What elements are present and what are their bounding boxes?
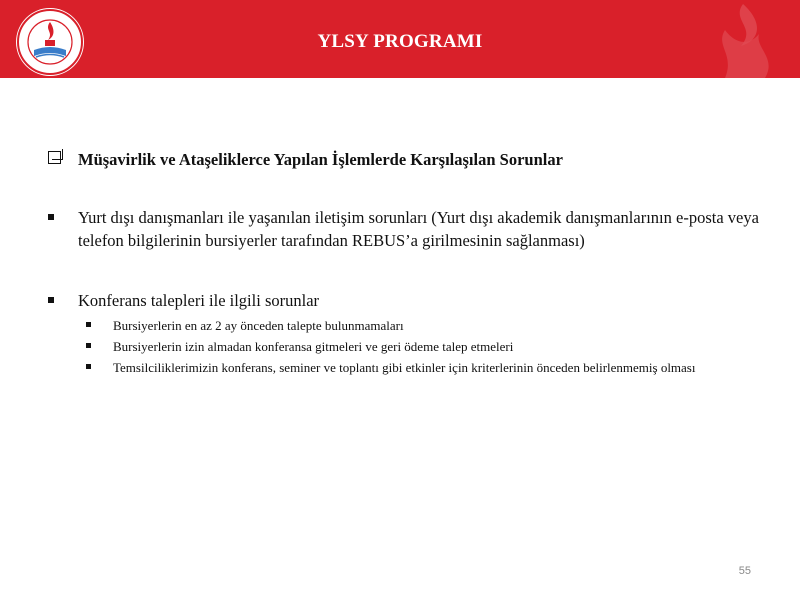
square-bullet-icon xyxy=(86,343,91,348)
bullet-item-1: Yurt dışı danışmanları ile yaşanılan iletişim sorunları (Yurt dışı akademik danışmanlarının e-posta veya telefon bilgilerinin bursiyerler tarafından REBUS’a girilmesinin sağlanması) xyxy=(48,206,768,252)
section-heading: Müşavirlik ve Ataşeliklerce Yapılan İşlemlerde Karşılaşılan Sorunlar xyxy=(48,148,768,171)
page-title: YLSY PROGRAMI xyxy=(317,31,483,52)
header-bar xyxy=(0,0,800,78)
page-number: 55 xyxy=(738,565,751,577)
sub-item-1: Bursiyerlerin en az 2 ay önceden talepte bulunmamaları xyxy=(86,316,768,335)
sub-item-2: Bursiyerlerin izin almadan konferansa gitmeleri ve geri ödeme talep etmeleri xyxy=(86,337,768,356)
square-bullet-icon xyxy=(86,322,91,327)
slide-content xyxy=(48,148,768,377)
bullet-item-2: Konferans talepleri ile ilgili sorunlar xyxy=(48,289,768,312)
sub-item-3: Temsilciliklerimizin konferans, seminer ve toplantı gibi etkinler için kriterlerinin önceden belirlenmemiş olması xyxy=(86,358,768,377)
square-bullet-icon xyxy=(86,364,91,369)
square-bullet-icon xyxy=(48,297,54,303)
square-bullet-icon xyxy=(48,214,54,220)
checkbox-bullet-icon xyxy=(48,151,61,164)
